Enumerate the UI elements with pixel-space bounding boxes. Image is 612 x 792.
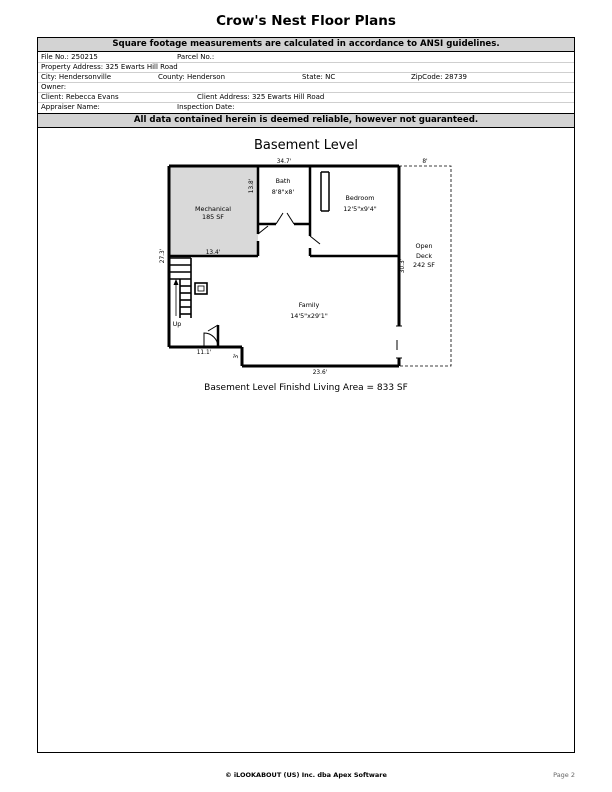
disclaimer-band: All data contained herein is deemed reliable, however not guaranteed. xyxy=(38,113,574,128)
dim-left-height: 27.3' xyxy=(160,248,166,264)
stairs-up-label: Up xyxy=(172,320,182,328)
inspection-date-label: Inspection Date: xyxy=(177,103,235,111)
bath-dims: 8'8"x8' xyxy=(271,188,295,196)
county-label: County: xyxy=(158,73,185,81)
state-value: NC xyxy=(325,73,336,81)
city-value: Hendersonville xyxy=(58,73,112,81)
file-no-label: File No.: xyxy=(41,53,69,61)
owner-label: Owner: xyxy=(41,83,67,91)
deck-area: 242 SF xyxy=(413,261,435,269)
parcel-no-label: Parcel No.: xyxy=(177,53,215,61)
dim-step: 3' xyxy=(234,353,240,359)
dim-right-height: 30.3' xyxy=(400,258,406,274)
copyright-footer: © iLOOKABOUT (US) Inc. dba Apex Software xyxy=(225,771,387,779)
ansi-note-band: Square footage measurements are calculated in accordance to ANSI guidelines. xyxy=(38,38,574,52)
bedroom-label: Bedroom xyxy=(345,194,375,202)
zip-value: 28739 xyxy=(444,73,467,81)
window-marks xyxy=(396,326,402,358)
client-address-label: Client Address: xyxy=(197,93,250,101)
appraiser-label: Appraiser Name: xyxy=(41,103,100,111)
level-title: Basement Level xyxy=(253,138,359,153)
stairs xyxy=(169,258,191,318)
living-area-caption: Basement Level Finishd Living Area = 833 SF xyxy=(204,383,408,393)
bath-label: Bath xyxy=(275,177,291,185)
client-label: Client: xyxy=(41,93,64,101)
family-dims: 14'5"x29'1" xyxy=(290,312,328,320)
dim-mech-width: 13.4' xyxy=(205,250,221,256)
property-address-label: Property Address: xyxy=(41,63,104,71)
dim-bottom-left: 11.1' xyxy=(196,350,212,356)
file-no-value: 250215 xyxy=(71,53,98,61)
zip-label: ZipCode: xyxy=(411,73,443,81)
page-number: Page 2 xyxy=(553,771,575,779)
client-value: Rebecca Evans xyxy=(65,93,119,101)
stairs-arrow-head xyxy=(174,279,179,285)
deck-label-2: Deck xyxy=(415,252,433,260)
property-address-value: 325 Ewarts Hill Road xyxy=(105,63,178,71)
dim-bath-height: 13.8' xyxy=(249,178,255,194)
county-value: Henderson xyxy=(187,73,226,81)
bedroom-dims: 12'5"x9'4" xyxy=(343,205,377,213)
client-address-value: 325 Ewarts Hill Road xyxy=(251,93,325,101)
family-label: Family xyxy=(298,301,320,309)
mechanical-area: 185 SF xyxy=(202,213,224,221)
deck-label-1: Open xyxy=(415,242,433,250)
dim-top-width: 34.7' xyxy=(276,159,292,165)
state-label: State: xyxy=(302,73,323,81)
dim-bottom-width: 23.6' xyxy=(312,370,328,376)
closet-detail xyxy=(321,172,329,211)
stove-symbol xyxy=(195,283,207,294)
dim-deck-width: 8' xyxy=(422,159,428,165)
page-title: Crow's Nest Floor Plans xyxy=(216,13,396,29)
mechanical-label: Mechanical xyxy=(195,205,231,213)
city-label: City: xyxy=(41,73,57,81)
